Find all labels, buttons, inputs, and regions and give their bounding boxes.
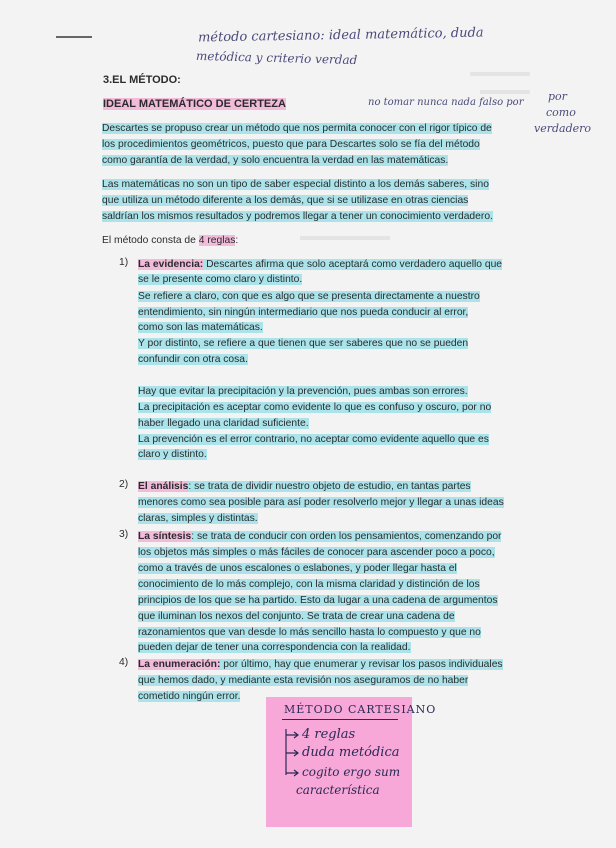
rule-3-line: principios de los que se ha partido. Esto da lugar a una cadena de argumentos [138, 595, 498, 606]
rule-3-line: conocimiento de lo más complejo, con la misma claridad y distinción de los [138, 579, 480, 590]
rule-2-line: menores como sea posible para así poder resolverlo mejor y llegar a unas ideas [138, 497, 504, 508]
pen-mark [56, 36, 92, 38]
rule-3-line: como a través de unos escalones o eslabones, y poder llegar hasta el [138, 563, 457, 574]
paragraph-2-line: que utiliza un método diferente a los demás, que si se utilizase en otras ciencias [102, 195, 469, 206]
rule-4-line: que hemos dado, y mediante esta revisión nos aseguramos de no haber [138, 675, 469, 686]
rule-2-line: El análisis: se trata de dividir nuestro objeto de estudio, en tantas partes [138, 481, 471, 492]
paragraph-1-line: los procedimientos geométricos, puesto que para Descartes solo se fía del método [102, 139, 480, 150]
paragraph-1-line: Descartes se propuso crear un método que nos permita conocer con el rigor típico de [102, 123, 492, 134]
bleed-through [470, 72, 530, 76]
rule-3-line: La síntesis: se trata de conducir con orden los pensamientos, comenzando por [138, 531, 502, 542]
rule-1-line: Se refiere a claro, con que es algo que se presenta directamente a nuestro [138, 291, 480, 302]
handwritten-side-note-3: como [546, 106, 576, 119]
handwritten-note-top-2: metódica y criterio verdad [195, 48, 358, 68]
rule-4-line: La enumeración: por último, hay que enumerar y revisar los pasos individuales [138, 659, 503, 670]
rule-1b-line: La precipitación es aceptar como evidente lo que es confuso y oscuro, por no [138, 402, 492, 413]
subtitle: IDEAL MATEMÁTICO DE CERTEZA [103, 98, 286, 110]
rule-1b-line: haber llegado una claridad suficiente. [138, 418, 309, 429]
rule-3-line: que iluminan los nexos del conjunto. Se trata de crear una cadena de [138, 611, 455, 622]
rule-3-number: 3) [119, 529, 129, 540]
rule-3-line: razonamientos que van desde lo más sencillo hasta lo compuesto y que no [138, 627, 481, 638]
rule-3-line: los objetos más simples o más fáciles de conocer para ascender poco a poco, [138, 547, 495, 558]
branch-arrows-icon [280, 727, 304, 787]
rule-1-line: Y por distinto, se refiere a que tienen que ser saberes que no se pueden [138, 338, 469, 349]
sticky-note-item: cogito ergo sum [302, 765, 401, 779]
rule-1b-line: La prevención es el error contrario, no aceptar como evidente aquello que es [138, 434, 489, 445]
paragraph-3: El método consta de 4 reglas: [102, 235, 239, 246]
sticky-note-title: MÉTODO CARTESIANO [284, 703, 437, 716]
rule-1b-line: Hay que evitar la precipitación y la prevención, pues ambas son errores. [138, 386, 468, 397]
sticky-note-underline [282, 719, 398, 720]
bleed-through [480, 90, 530, 94]
rule-1-line: confundir con otra cosa. [138, 354, 248, 365]
rule-1-line: entendimiento, sin ningún intermediario que nos pueda conducir al error, [138, 307, 469, 318]
sticky-note-item: duda metódica [302, 745, 400, 760]
paragraph-2-line: Las matemáticas no son un tipo de saber especial distinto a los demás saberes, sino [102, 179, 489, 190]
paragraph-1-line: como garantía de la verdad, y solo encuentra la verdad en las matemáticas. [102, 155, 449, 166]
bleed-through [300, 236, 390, 240]
rule-1-line: se le presente como claro y distinto. [138, 274, 303, 285]
rule-1-line: La evidencia: Descartes afirma que solo aceptará como verdadero aquello que [138, 259, 503, 270]
handwritten-note-top: método cartesiano: ideal matemático, duda [197, 25, 484, 46]
rule-4-number: 4) [119, 657, 129, 668]
handwritten-side-note-4: verdadero [534, 122, 592, 135]
handwritten-side-note-2: por [548, 90, 567, 103]
rule-2-number: 2) [119, 479, 129, 490]
rule-4-line: cometido ningún error. [138, 691, 241, 702]
sticky-note-item: 4 reglas [302, 727, 356, 742]
rule-1b-line: claro y distinto. [138, 449, 207, 460]
paragraph-2-line: saldrían los mismos resultados y podremos llegar a tener un conocimiento verdadero. [102, 211, 493, 222]
rule-2-line: claras, simples y distintas. [138, 513, 258, 524]
rule-1-line: como son las matemáticas. [138, 322, 263, 333]
section-title: 3.EL MÉTODO: [103, 74, 181, 86]
sticky-note [266, 697, 437, 827]
handwritten-side-note: no tomar nunca nada falso por [368, 97, 524, 108]
rule-3-line: pueden dejar de tener una correspondencia con la realidad. [138, 642, 411, 653]
rule-1-number: 1) [119, 257, 129, 268]
sticky-note-item-2: característica [296, 783, 380, 797]
